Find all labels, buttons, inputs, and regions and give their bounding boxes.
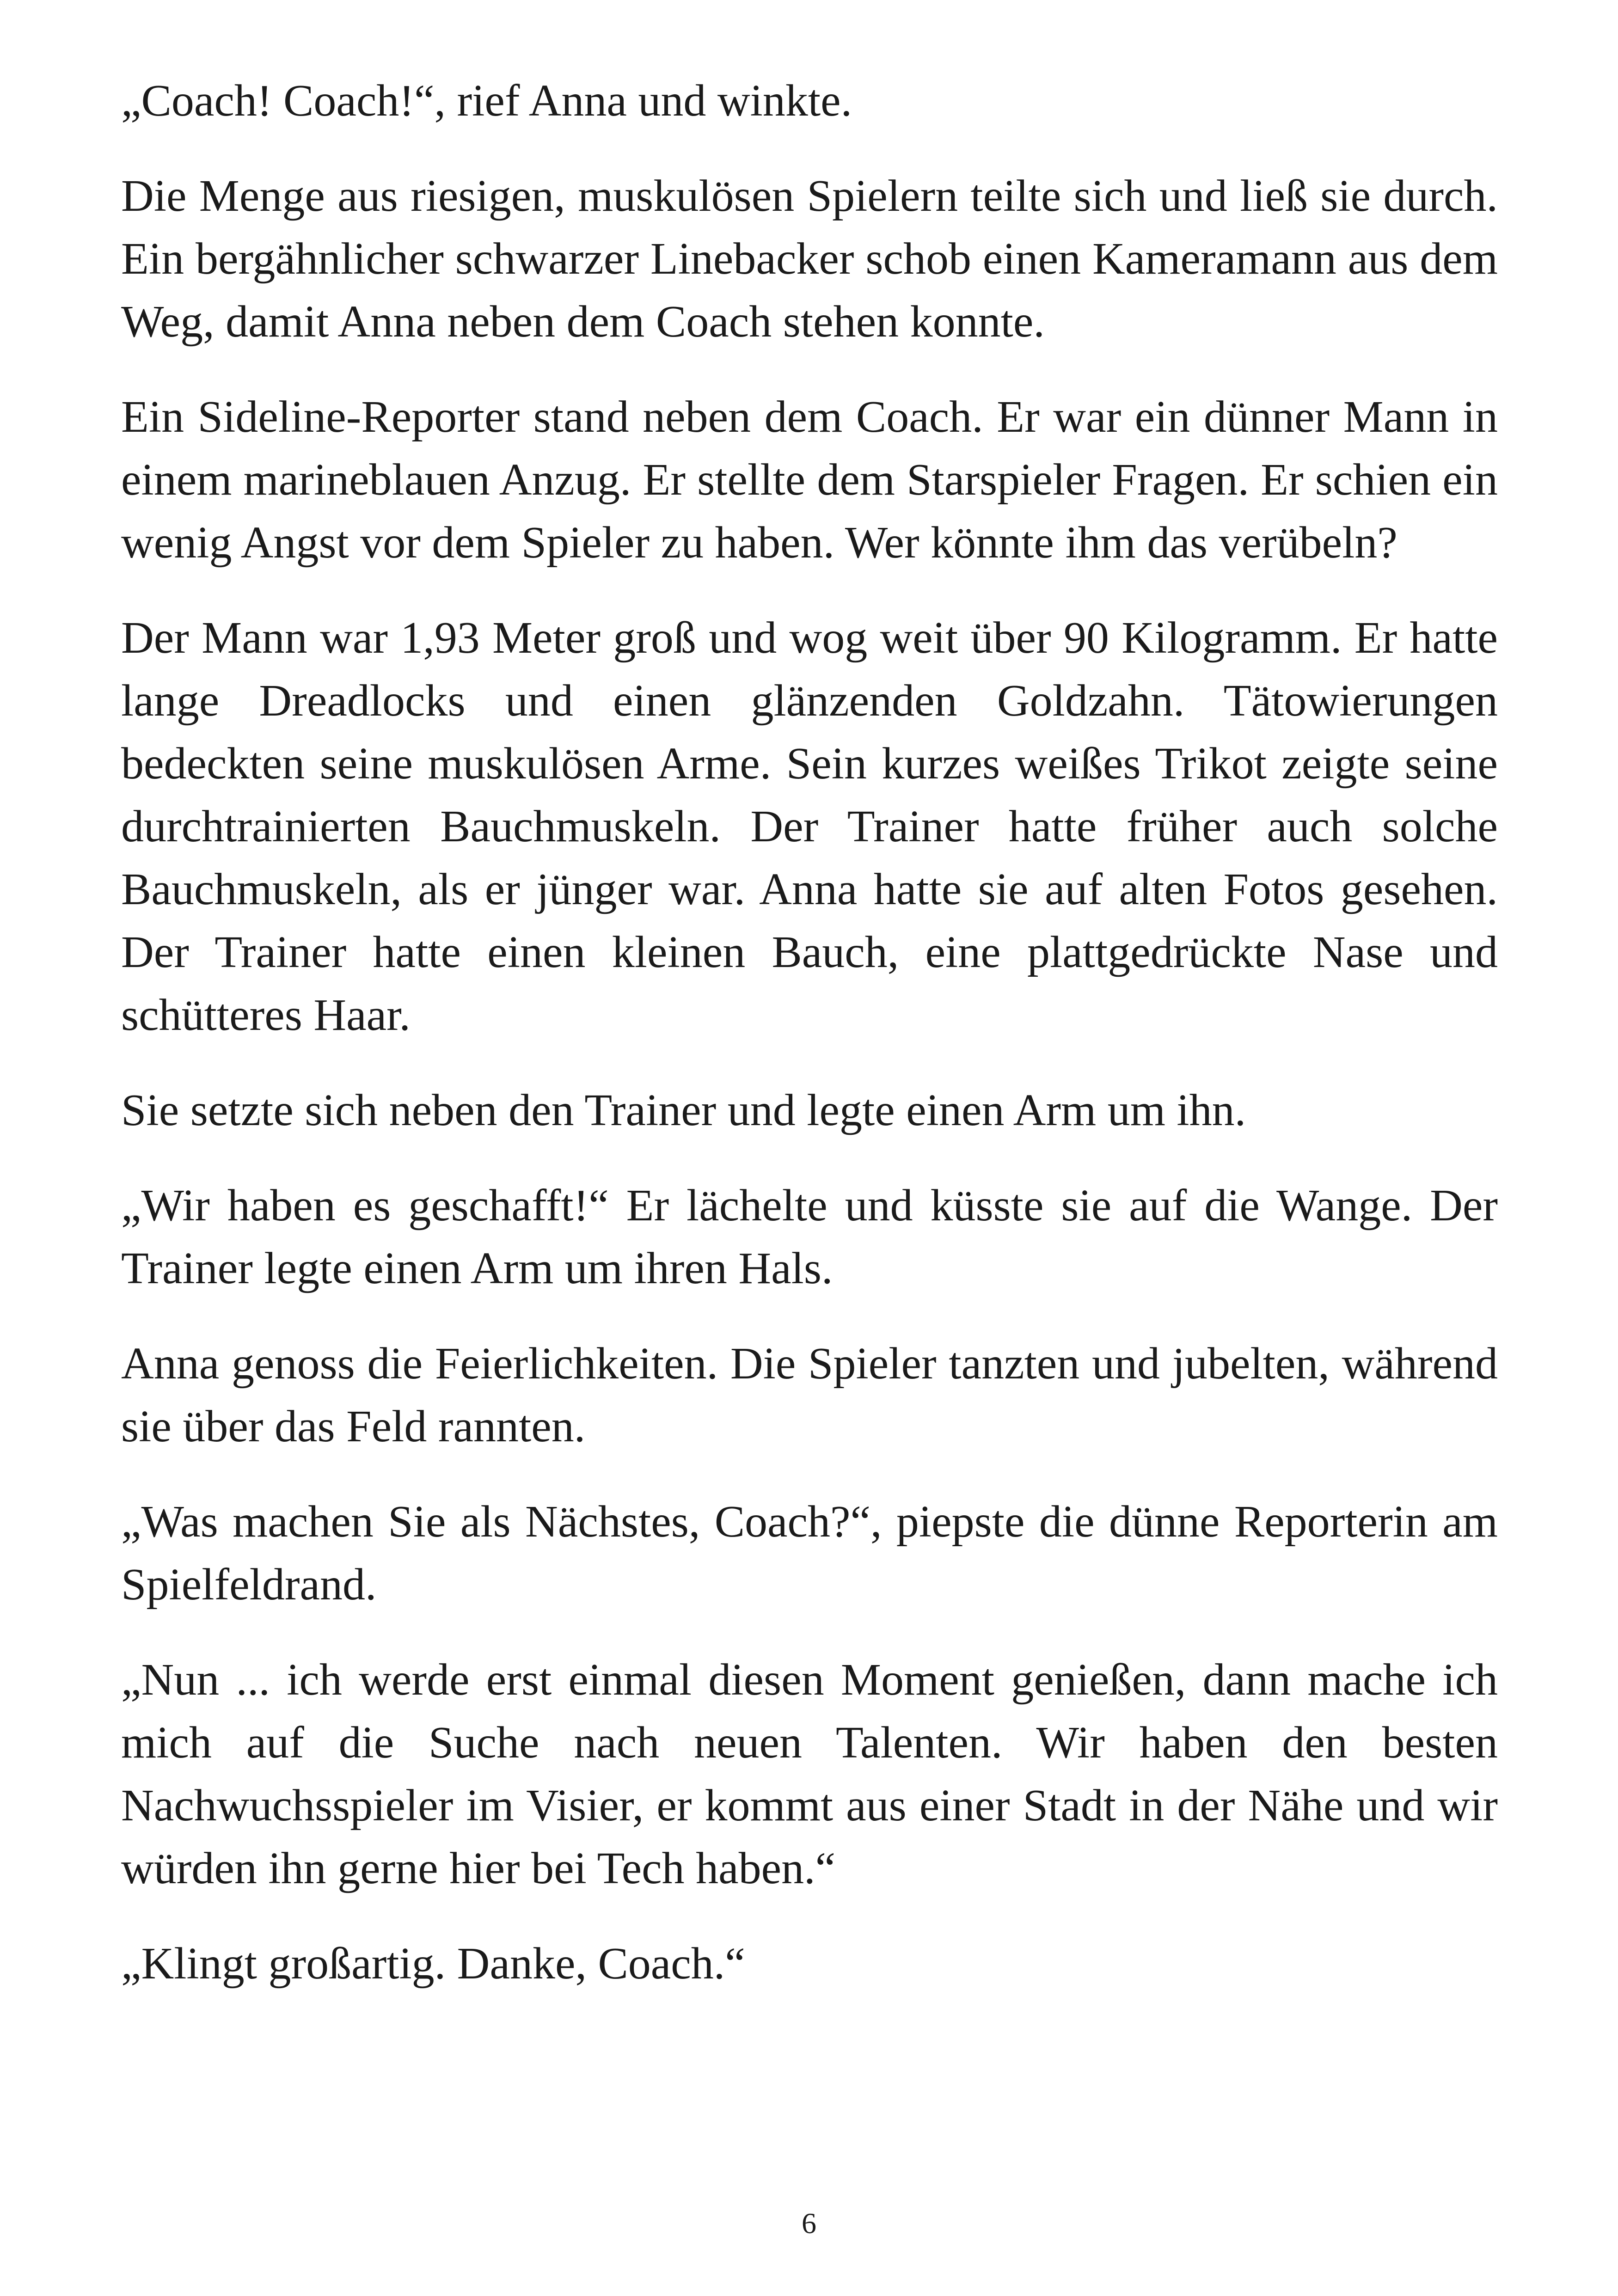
page-number: 6 — [802, 2207, 816, 2240]
paragraph-1: „Coach! Coach!“, rief Anna und winkte. — [121, 76, 852, 126]
paragraph-10: „Klingt großartig. Danke, Coach.“ — [121, 1939, 745, 1989]
paragraph-9: „Nun ... ich werde erst einmal diesen Moment genießen, dann mache ich mich auf die Suche nach neuen Talenten. Wir haben den besten Nachwuchsspieler im Visier, er kommt aus einer Stadt in der Nähe und wir würden ihn gerne hier bei Tech haben.“ — [121, 1655, 1498, 1893]
paragraph-8: „Was machen Sie als Nächstes, Coach?“, piepste die dünne Reporterin am Spielfeldrand. — [121, 1497, 1498, 1610]
paragraph-6: „Wir haben es geschafft!“ Er lächelte und küsste sie auf die Wange. Der Trainer legte einen Arm um ihren Hals. — [121, 1181, 1498, 1293]
paragraph-4: Der Mann war 1,93 Meter groß und wog weit über 90 Kilogramm. Er hatte lange Dreadlocks und einen glänzenden Goldzahn. Tätowierungen bedeckten seine muskulösen Arme. Sein kurzes weißes Trikot zeigte seine durchtrainierten Bauchmuskeln. Der Trainer hatte früher auch solche Bauchmuskeln, als er jünger war. Anna hatte sie auf alten Fotos gesehen. Der Trainer hatte einen kleinen Bauch, eine plattgedrückte Nase und schütteres Haar. — [121, 613, 1498, 1040]
paragraph-5: Sie setzte sich neben den Trainer und legte einen Arm um ihn. — [121, 1085, 1246, 1135]
paragraph-2: Die Menge aus riesigen, muskulösen Spielern teilte sich und ließ sie durch. Ein bergähnlicher schwarzer Linebacker schob einen Kameramann aus dem Weg, damit Anna neben dem Coach stehen konnte. — [121, 171, 1498, 347]
paragraph-7: Anna genoss die Feierlichkeiten. Die Spieler tanzten und jubelten, während sie über das Feld rannten. — [121, 1339, 1498, 1451]
body-text — [121, 69, 1498, 1995]
paragraph-3: Ein Sideline-Reporter stand neben dem Coach. Er war ein dünner Mann in einem marineblauen Anzug. Er stellte dem Starspieler Fragen. Er schien ein wenig Angst vor dem Spieler zu haben. Wer könnte ihm das verübeln? — [121, 392, 1498, 568]
